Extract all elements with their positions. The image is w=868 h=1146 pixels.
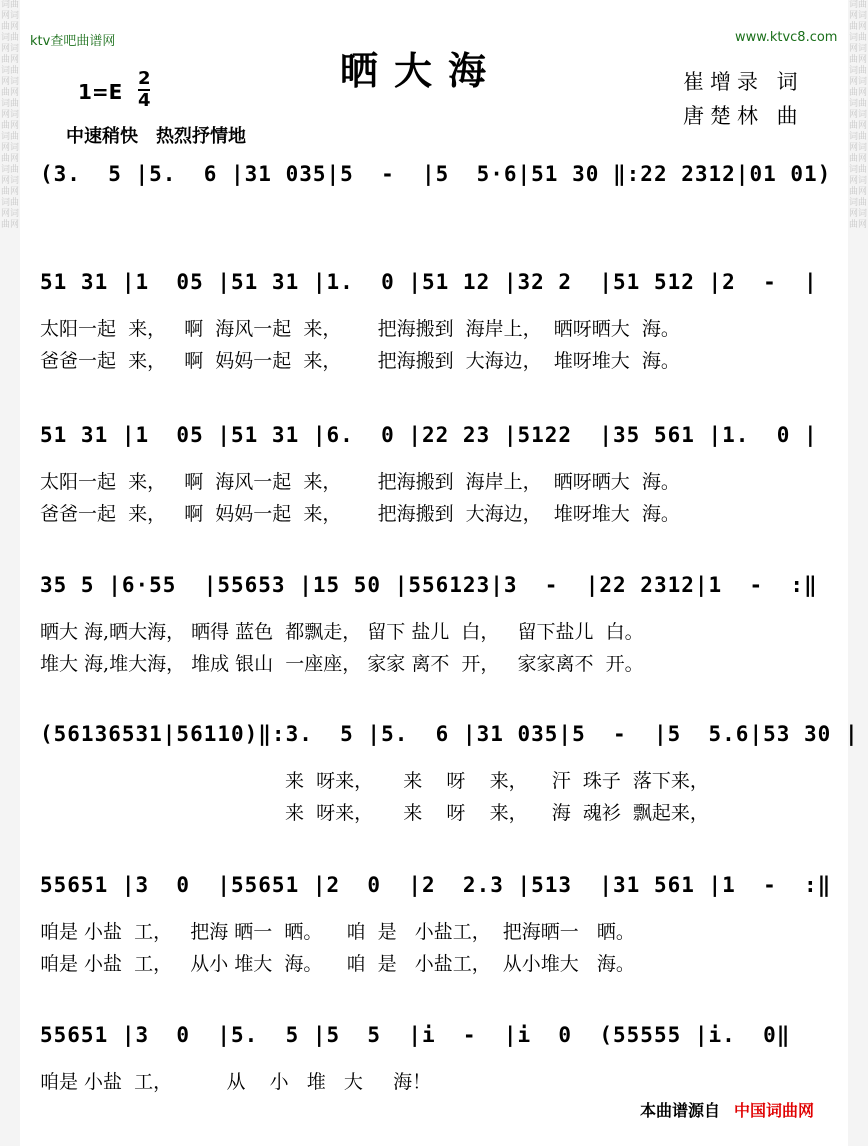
notation-line: 51 31 |1 05 |51 31 |1. 0 |51 12 |32 2 |51 512 |2 - | <box>40 270 818 294</box>
tempo-marking: 中速稍快 热烈抒情地 <box>66 126 246 147</box>
time-signature <box>138 70 151 110</box>
song-title: 晒大海 <box>340 48 503 93</box>
notation-line: (56136531|56110)‖:3. 5 |5. 6 |31 035|5 - |5 5.6|53 30 | <box>40 722 859 746</box>
site-left-label: ktv查吧曲谱网 <box>30 34 116 49</box>
composer-credit: 唐楚林 曲 <box>683 104 804 128</box>
site-right-url: www.ktvc8.com <box>735 30 838 45</box>
source-credit <box>640 1098 814 1121</box>
lyric-line: 爸爸一起 来， 啊 妈妈一起 来， 把海搬到 大海边， 堆呀堆大 海。 <box>40 350 680 372</box>
lyric-line: 堆大 海,堆大海， 堆成 银山 一座座， 家家 离不 开， 家家离不 开。 <box>40 653 644 675</box>
lyric-line: 来 呀来， 来 呀 来， 汗 珠子 落下来， <box>285 770 709 792</box>
notation-line: 55651 |3 0 |55651 |2 0 |2 2.3 |513 |31 561 |1 - :‖ <box>40 873 832 897</box>
right-watermark-strip: 词曲网词曲网词曲网词曲网词曲网词曲网词曲网词曲网词曲网词曲网词曲网词曲网词曲网词曲网 <box>848 0 868 1146</box>
source-name: 中国词曲网 <box>734 1101 815 1120</box>
left-watermark-strip: 词曲网词曲网词曲网词曲网词曲网词曲网词曲网词曲网词曲网词曲网词曲网词曲网词曲网词曲网 <box>0 0 20 1146</box>
lyric-line: 晒大 海,晒大海， 晒得 蓝色 都飘走， 留下 盐儿 白， 留下盐儿 白。 <box>40 621 644 643</box>
lyric-line: 太阳一起 来， 啊 海风一起 来， 把海搬到 海岸上， 晒呀晒大 海。 <box>40 471 680 493</box>
lyric-line: 来 呀来， 来 呀 来， 海 魂衫 飘起来， <box>285 802 709 824</box>
time-signature-top: 2 <box>138 68 151 89</box>
key-signature: 1=E <box>78 80 123 104</box>
notation-line: 51 31 |1 05 |51 31 |6. 0 |22 23 |5122 |35 561 |1. 0 | <box>40 423 818 447</box>
lyric-line: 太阳一起 来， 啊 海风一起 来， 把海搬到 海岸上， 晒呀晒大 海。 <box>40 318 680 340</box>
lyric-line: 咱是 小盐 工， 把海 晒一 晒。 咱 是 小盐工， 把海晒一 晒。 <box>40 921 635 943</box>
lyric-line: 咱是 小盐 工， 从小 堆大 海。 咱 是 小盐工， 从小堆大 海。 <box>40 953 635 975</box>
lyric-line: 咱是 小盐 工， 从 小 堆 大 海！ <box>40 1071 432 1093</box>
source-label: 本曲谱源自 <box>640 1101 721 1120</box>
lyricist-credit: 崔增录 词 <box>683 70 804 94</box>
lyric-line: 爸爸一起 来， 啊 妈妈一起 来， 把海搬到 大海边， 堆呀堆大 海。 <box>40 503 680 525</box>
notation-line: 55651 |3 0 |5. 5 |5 5 |i - |i 0 (55555 |i. 0‖ <box>40 1023 791 1047</box>
notation-line: (3. 5 |5. 6 |31 035|5 - |5 5·6|51 30 ‖:22 2312|01 01) <box>40 162 832 186</box>
notation-line: 35 5 |6·55 |55653 |15 50 |556123|3 - |22 2312|1 - :‖ <box>40 573 818 597</box>
time-signature-bottom: 4 <box>138 90 151 111</box>
